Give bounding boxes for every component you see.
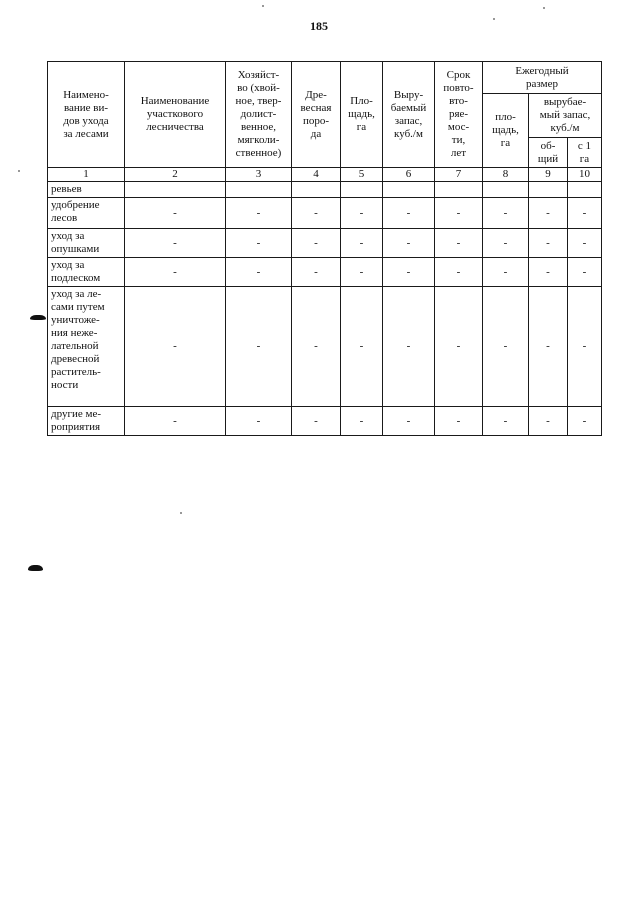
row-name: уход за опушками bbox=[48, 229, 125, 258]
cell-value: - bbox=[341, 407, 383, 436]
column-number: 7 bbox=[435, 168, 483, 182]
cell-value: - bbox=[125, 407, 226, 436]
column-number-row bbox=[48, 168, 602, 182]
cell-value bbox=[529, 182, 568, 198]
header-forestry-name: Наименование участкового лесничества bbox=[125, 62, 226, 168]
header-area: Пло- щадь, га bbox=[341, 62, 383, 168]
cell-value: - bbox=[226, 229, 292, 258]
scan-blot-mark bbox=[30, 315, 46, 320]
scan-speck bbox=[180, 512, 182, 514]
cell-value: - bbox=[125, 287, 226, 407]
table-row bbox=[48, 198, 602, 229]
cell-value: - bbox=[292, 407, 341, 436]
cell-value bbox=[383, 182, 435, 198]
header-care-type: Наимено- вание ви- дов ухода за лесами bbox=[48, 62, 125, 168]
header-tree-species: Дре- весная поро- да bbox=[292, 62, 341, 168]
cell-value bbox=[125, 182, 226, 198]
column-number: 6 bbox=[383, 168, 435, 182]
cell-value: - bbox=[568, 258, 602, 287]
column-number: 8 bbox=[483, 168, 529, 182]
cell-value: - bbox=[292, 258, 341, 287]
scan-speck bbox=[18, 170, 20, 172]
cell-value: - bbox=[341, 287, 383, 407]
cell-value bbox=[341, 182, 383, 198]
cell-value: - bbox=[435, 198, 483, 229]
cell-value bbox=[292, 182, 341, 198]
header-annual-size: Ежегодный размер bbox=[483, 62, 602, 94]
cell-value: - bbox=[483, 198, 529, 229]
cell-value: - bbox=[292, 198, 341, 229]
cell-value: - bbox=[341, 198, 383, 229]
scan-blot-mark bbox=[28, 565, 43, 571]
cell-value: - bbox=[568, 287, 602, 407]
cell-value bbox=[226, 182, 292, 198]
table-row bbox=[48, 287, 602, 407]
cell-value: - bbox=[341, 229, 383, 258]
cell-value: - bbox=[483, 407, 529, 436]
table-row bbox=[48, 407, 602, 436]
column-number: 2 bbox=[125, 168, 226, 182]
cell-value bbox=[483, 182, 529, 198]
table-row bbox=[48, 258, 602, 287]
scan-speck bbox=[262, 5, 264, 7]
header-total: об- щий bbox=[529, 138, 568, 168]
cell-value: - bbox=[435, 258, 483, 287]
header-annual-area: пло- щадь, га bbox=[483, 94, 529, 168]
cell-value: - bbox=[125, 258, 226, 287]
cell-value: - bbox=[435, 287, 483, 407]
cell-value: - bbox=[529, 287, 568, 407]
column-number: 3 bbox=[226, 168, 292, 182]
cell-value: - bbox=[483, 229, 529, 258]
scan-speck bbox=[543, 7, 545, 9]
table-row bbox=[48, 182, 602, 198]
header-economy: Хозяйст- во (хвой- ное, твер- долист- венное, мягколи- ственное) bbox=[226, 62, 292, 168]
cell-value: - bbox=[529, 258, 568, 287]
cell-value: - bbox=[292, 229, 341, 258]
cell-value: - bbox=[529, 407, 568, 436]
cell-value: - bbox=[226, 407, 292, 436]
cell-value: - bbox=[383, 198, 435, 229]
forest-care-table bbox=[47, 61, 602, 436]
cell-value bbox=[435, 182, 483, 198]
cell-value: - bbox=[483, 258, 529, 287]
cell-value: - bbox=[383, 287, 435, 407]
cell-value: - bbox=[226, 198, 292, 229]
cell-value: - bbox=[383, 258, 435, 287]
table-row bbox=[48, 229, 602, 258]
cell-value: - bbox=[125, 198, 226, 229]
row-name: уход за подлеском bbox=[48, 258, 125, 287]
row-name: другие ме- роприятия bbox=[48, 407, 125, 436]
column-number: 4 bbox=[292, 168, 341, 182]
column-number: 5 bbox=[341, 168, 383, 182]
cell-value: - bbox=[568, 407, 602, 436]
cell-value: - bbox=[383, 407, 435, 436]
row-name: удобрение лесов bbox=[48, 198, 125, 229]
cell-value: - bbox=[226, 258, 292, 287]
cell-value: - bbox=[435, 229, 483, 258]
cell-value: - bbox=[292, 287, 341, 407]
cell-value bbox=[568, 182, 602, 198]
column-number: 10 bbox=[568, 168, 602, 182]
cell-value: - bbox=[435, 407, 483, 436]
column-number: 1 bbox=[48, 168, 125, 182]
header-annual-cut-volume: вырубае- мый запас, куб./м bbox=[529, 94, 602, 138]
header-per-hectare: с 1 га bbox=[568, 138, 602, 168]
cell-value: - bbox=[529, 198, 568, 229]
cell-value: - bbox=[529, 229, 568, 258]
row-name: ревьев bbox=[48, 182, 125, 198]
cell-value: - bbox=[125, 229, 226, 258]
page-number: 185 bbox=[310, 19, 328, 33]
cell-value: - bbox=[568, 229, 602, 258]
scan-speck bbox=[493, 18, 495, 20]
cell-value: - bbox=[483, 287, 529, 407]
cell-value: - bbox=[383, 229, 435, 258]
header-cut-volume: Выру- баемый запас, куб./м bbox=[383, 62, 435, 168]
cell-value: - bbox=[568, 198, 602, 229]
header-repeat-period: Срок повто- вто- ряе- мос- ти, лет bbox=[435, 62, 483, 168]
cell-value: - bbox=[226, 287, 292, 407]
column-number: 9 bbox=[529, 168, 568, 182]
row-name: уход за ле- сами путем уничтоже- ния неже- лательной древесной раститель- ности bbox=[48, 287, 125, 407]
cell-value: - bbox=[341, 258, 383, 287]
